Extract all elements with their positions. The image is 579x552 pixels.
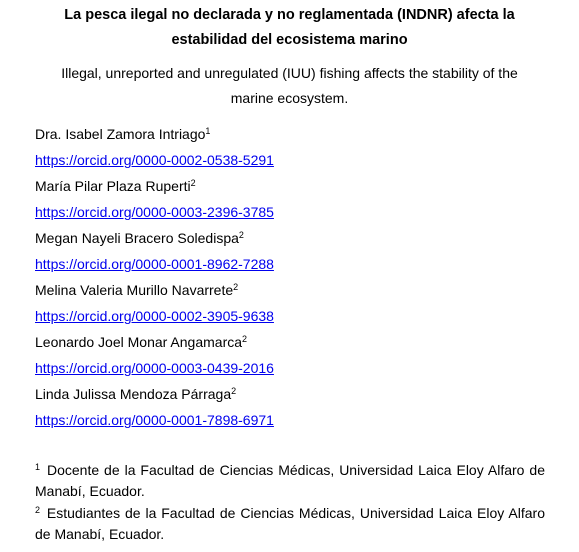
author-name-line xyxy=(35,225,555,251)
affiliation-mark: 1 xyxy=(205,126,211,136)
author-name: Dra. Isabel Zamora Intriago xyxy=(35,126,206,142)
author-name-line xyxy=(35,121,555,147)
footnote-mark: 2 xyxy=(35,505,41,515)
orcid-link[interactable]: https://orcid.org/0000-0002-0538-5291 xyxy=(35,152,274,168)
author-name-line xyxy=(35,381,555,407)
affiliation-mark: 2 xyxy=(231,386,237,396)
author-name-line xyxy=(35,277,555,303)
orcid-link[interactable]: https://orcid.org/0000-0002-3905-9638 xyxy=(35,308,274,324)
author-name: Linda Julissa Mendoza Párraga xyxy=(35,386,232,402)
footnote-2 xyxy=(35,503,545,545)
footnote-mark: 1 xyxy=(35,462,41,472)
author-name-line xyxy=(35,173,555,199)
author-name: María Pilar Plaza Ruperti xyxy=(35,178,191,194)
author-name: Megan Nayeli Bracero Soledispa xyxy=(35,230,239,246)
affiliation-mark: 2 xyxy=(238,230,244,240)
author-name: Melina Valeria Murillo Navarrete xyxy=(35,282,234,298)
paper-subtitle: Illegal, unreported and unregulated (IUU) fishing affects the stability of the marine ecosystem. xyxy=(61,65,518,106)
paper-title: La pesca ilegal no declarada y no reglamentada (INDNR) afecta la estabilidad del ecosistema marino xyxy=(64,7,515,48)
affiliation-mark: 2 xyxy=(233,282,239,292)
footnote-text: Docente de la Facultad de Ciencias Médicas, Universidad Laica Eloy Alfaro de Manabí, Ecuador. xyxy=(35,462,545,499)
orcid-link[interactable]: https://orcid.org/0000-0003-2396-3785 xyxy=(35,204,274,220)
orcid-link[interactable]: https://orcid.org/0000-0001-8962-7288 xyxy=(35,256,274,272)
footnote-1 xyxy=(35,460,545,502)
footnote-text: Estudiantes de la Facultad de Ciencias Médicas, Universidad Laica Eloy Alfaro de Manabí, Ecuador. xyxy=(35,505,545,542)
affiliation-mark: 2 xyxy=(242,334,248,344)
orcid-link[interactable]: https://orcid.org/0000-0001-7898-6971 xyxy=(35,412,274,428)
affiliation-mark: 2 xyxy=(190,178,196,188)
orcid-link[interactable]: https://orcid.org/0000-0003-0439-2016 xyxy=(35,360,274,376)
author-list xyxy=(35,121,555,433)
author-name: Leonardo Joel Monar Angamarca xyxy=(35,334,243,350)
author-name-line xyxy=(35,329,555,355)
